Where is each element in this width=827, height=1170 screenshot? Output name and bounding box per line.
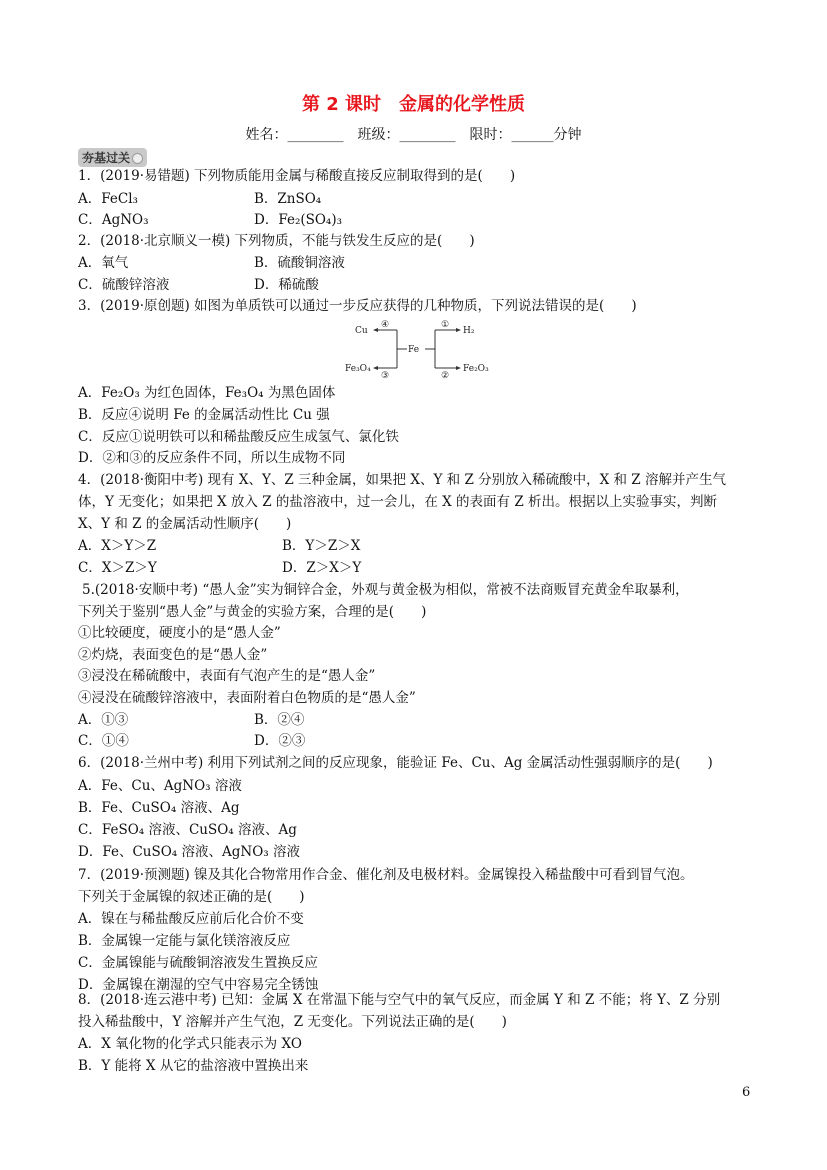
q8-option-b: B．Y 能将 X 从它的盐溶液中置换出来	[78, 1058, 309, 1074]
q6-option-d: D．Fe、CuSO₄ 溶液、AgNO₃ 溶液	[78, 844, 300, 860]
diagram-n1: ①	[441, 320, 450, 330]
q1-option-c: C．AgNO₃	[78, 212, 149, 228]
q6-option-a: A．Fe、Cu、AgNO₃ 溶液	[78, 778, 242, 794]
q6-option-c: C．FeSO₄ 溶液、CuSO₄ 溶液、Ag	[78, 822, 297, 838]
q2-option-c: C．硫酸锌溶液	[78, 277, 170, 293]
section-badge	[78, 148, 147, 167]
question-5-stem-2: 下列关于鉴别“愚人金”与黄金的实验方案，合理的是( )	[78, 604, 427, 620]
question-8-stem-2: 投入稀盐酸中，Y 溶解并产生气泡，Z 无变化。下列说法正确的是( )	[78, 1014, 507, 1030]
q5-statement-4: ④浸没在硫酸锌溶液中，表面附着白色物质的是“愚人金”	[78, 690, 416, 706]
question-6-stem: 6．(2018·兰州中考) 利用下列试剂之间的反应现象，能验证 Fe、Cu、Ag 金属活动性强弱顺序的是( )	[78, 755, 713, 771]
q3-option-b: B．反应④说明 Fe 的金属活动性比 Cu 强	[78, 407, 330, 423]
section-badge-label: 夯基过关	[82, 151, 131, 165]
q2-option-d: D．稀硫酸	[254, 277, 319, 293]
q5-statement-2: ②灼烧，表面变色的是“愚人金”	[78, 647, 268, 663]
q7-option-a: A．镍在与稀盐酸反应前后化合价不变	[78, 911, 304, 927]
q3-option-d: D．②和③的反应条件不同，所以生成物不同	[78, 450, 346, 466]
q5-option-b: B．②④	[254, 712, 305, 728]
diagram-cu: Cu	[355, 326, 368, 336]
q3-option-c: C．反应①说明铁可以和稀盐酸反应生成氢气、氯化铁	[78, 429, 399, 445]
q6-option-b: B．Fe、CuSO₄ 溶液、Ag	[78, 800, 240, 816]
diagram-h2: H₂	[463, 326, 475, 336]
question-2-stem: 2．(2018·北京顺义一模) 下列物质，不能与铁发生反应的是( )	[78, 233, 475, 249]
q5-option-a: A．①③	[78, 712, 129, 728]
q5-statement-3: ③浸没在稀硫酸中，表面有气泡产生的是“愚人金”	[78, 668, 376, 684]
question-1-stem: 1．(2019·易错题) 下列物质能用金属与稀酸直接反应制取得到的是( )	[78, 168, 516, 184]
page-number: 6	[742, 1085, 751, 1100]
q2-option-b: B．硫酸铜溶液	[254, 255, 345, 271]
diagram-fe2o3: Fe₂O₃	[463, 364, 489, 374]
q5-option-c: C．①④	[78, 733, 129, 749]
q1-option-b: B．ZnSO₄	[254, 191, 322, 207]
q7-option-c: C．金属镍能与硫酸铜溶液发生置换反应	[78, 955, 318, 971]
q8-option-a: A．X 氧化物的化学式只能表示为 XO	[78, 1036, 302, 1052]
q4-option-d: D．Z＞X＞Y	[282, 560, 362, 576]
q1-option-a: A．FeCl₃	[78, 191, 138, 207]
diagram-n2: ②	[441, 371, 450, 381]
question-7-stem-1: 7．(2019·预测题) 镍及其化合物常用作合金、催化剂及电极材料。金属镍投入稀盐酸中可看到冒气泡。	[78, 867, 694, 883]
diagram-n4: ④	[381, 320, 390, 330]
q4-option-a: A．X＞Y＞Z	[78, 538, 157, 554]
q1-option-d: D．Fe₂(SO₄)₃	[254, 212, 343, 228]
question-7-stem-2: 下列关于金属镍的叙述正确的是( )	[78, 889, 305, 905]
q2-option-a: A．氧气	[78, 255, 129, 271]
q7-option-d: D．金属镍在潮湿的空气中容易完全锈蚀	[78, 977, 319, 993]
question-8-stem-1: 8．(2018·连云港中考) 已知：金属 X 在常温下能与空气中的氧气反应，而金属 Y 和 Z 不能；将 Y、Z 分别	[78, 992, 721, 1008]
diagram-n3: ③	[381, 371, 390, 381]
page-title: 第 2 课时 金属的化学性质	[301, 94, 526, 115]
q5-statement-1: ①比较硬度，硬度小的是“愚人金”	[78, 625, 281, 641]
question-5-stem-1: 5.(2018·安顺中考) “愚人金”实为铜锌合金，外观与黄金极为相似，常被不法商贩冒充黄金牟取暴利，	[82, 582, 689, 598]
q3-option-a: A．Fe₂O₃ 为红色固体，Fe₃O₄ 为黑色固体	[78, 385, 336, 401]
q4-option-c: C．X＞Z＞Y	[78, 560, 157, 576]
question-4-stem-1: 4．(2018·衡阳中考) 现有 X、Y、Z 三种金属，如果把 X、Y 和 Z 分别放入稀硫酸中，X 和 Z 溶解并产生气	[78, 472, 726, 488]
q4-option-b: B．Y＞Z＞X	[282, 538, 361, 554]
diagram-fe3o4: Fe₃O₄	[345, 364, 371, 374]
q7-option-b: B．金属镍一定能与氯化镁溶液反应	[78, 933, 291, 949]
q5-option-d: D．②③	[254, 733, 306, 749]
student-info-line: 姓名：________ 班级：________ 限时：______分钟	[245, 127, 582, 143]
question-4-stem-3: X、Y 和 Z 的金属活动性顺序( )	[78, 516, 292, 532]
diagram-fe: Fe	[408, 345, 420, 355]
badge-circle-icon	[132, 153, 143, 164]
question-4-stem-2: 体，Y 无变化；如果把 X 放入 Z 的盐溶液中，过一会儿，在 X 的表面有 Z 析出。根据以上实验事实，判断	[78, 494, 718, 510]
question-3-stem: 3．(2019·原创题) 如图为单质铁可以通过一步反应获得的几种物质，下列说法错误的是( )	[78, 298, 637, 314]
iron-reaction-diagram	[345, 318, 489, 381]
